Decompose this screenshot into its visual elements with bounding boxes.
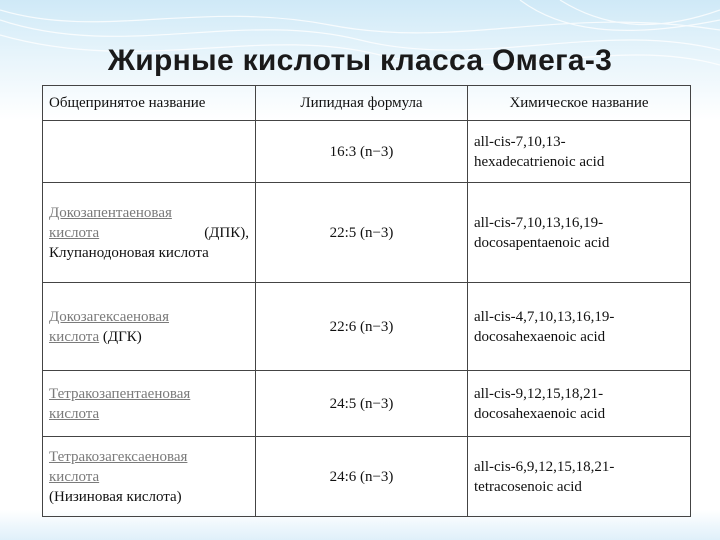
common-name-cell	[43, 371, 256, 437]
acid-name-link[interactable]: кислота	[49, 328, 100, 345]
chemical-name-line2: docosahexaenoic acid	[474, 328, 606, 345]
header-chemical-name: Химическое название	[468, 86, 691, 121]
lipid-formula-cell: 22:6 (n−3)	[256, 283, 468, 371]
chemical-name-cell	[468, 183, 691, 283]
common-name-cell	[43, 437, 256, 517]
chemical-name-line1: all-cis-6,9,12,15,18,21-	[474, 458, 615, 475]
table-row	[43, 371, 691, 437]
chemical-name-line1: all-cis-7,10,13,16,19-	[474, 214, 604, 231]
acid-name-link[interactable]: кислота	[49, 224, 100, 241]
chemical-name-cell	[468, 283, 691, 371]
chemical-name-line2: docosapentaenoic acid	[474, 234, 610, 251]
common-name-cell	[43, 121, 256, 183]
acid-name-link[interactable]: кислота	[49, 468, 100, 485]
common-name-cell	[43, 183, 256, 283]
chemical-name-line1: all-cis-7,10,13-	[474, 133, 566, 150]
lipid-formula-cell: 16:3 (n−3)	[256, 121, 468, 183]
acid-name-link[interactable]: Докозапентаеновая	[49, 204, 172, 221]
acid-name-link[interactable]: Докозагексаеновая	[49, 308, 169, 325]
common-name-cell	[43, 283, 256, 371]
header-lipid-formula: Липидная формула	[256, 86, 468, 121]
acid-abbreviation: (ДПК),	[204, 224, 249, 241]
chemical-name-cell	[468, 121, 691, 183]
chemical-name-line2: docosahexaenoic acid	[474, 405, 606, 422]
table-row	[43, 283, 691, 371]
header-common-name: Общепринятое название	[43, 86, 256, 121]
acid-name-link[interactable]: Тетракозагексаеновая	[49, 448, 188, 465]
acid-name-link[interactable]: Тетракозапентаеновая	[49, 385, 191, 402]
chemical-name-line1: all-cis-9,12,15,18,21-	[474, 385, 604, 402]
lipid-formula-cell: 24:5 (n−3)	[256, 371, 468, 437]
chemical-name-line2: hexadecatrienoic acid	[474, 153, 605, 170]
chemical-name-line2: tetracosenoic acid	[474, 478, 582, 495]
acid-alt-name: (Низиновая кислота)	[49, 488, 182, 505]
slide-title: Жирные кислоты класса Омега-3	[107, 44, 613, 77]
omega3-table	[42, 85, 691, 517]
chemical-name-line1: all-cis-4,7,10,13,16,19-	[474, 308, 615, 325]
acid-name-link[interactable]: кислота	[49, 405, 100, 422]
acid-abbreviation: (ДГК)	[102, 328, 142, 345]
lipid-formula-cell: 24:6 (n−3)	[256, 437, 468, 517]
acid-alt-name: Клупанодоновая кислота	[49, 244, 209, 261]
table-row	[43, 183, 691, 283]
table-row	[43, 437, 691, 517]
lipid-formula-cell: 22:5 (n−3)	[256, 183, 468, 283]
chemical-name-cell	[468, 371, 691, 437]
table-row	[43, 121, 691, 183]
table-header-row	[43, 86, 691, 121]
chemical-name-cell	[468, 437, 691, 517]
